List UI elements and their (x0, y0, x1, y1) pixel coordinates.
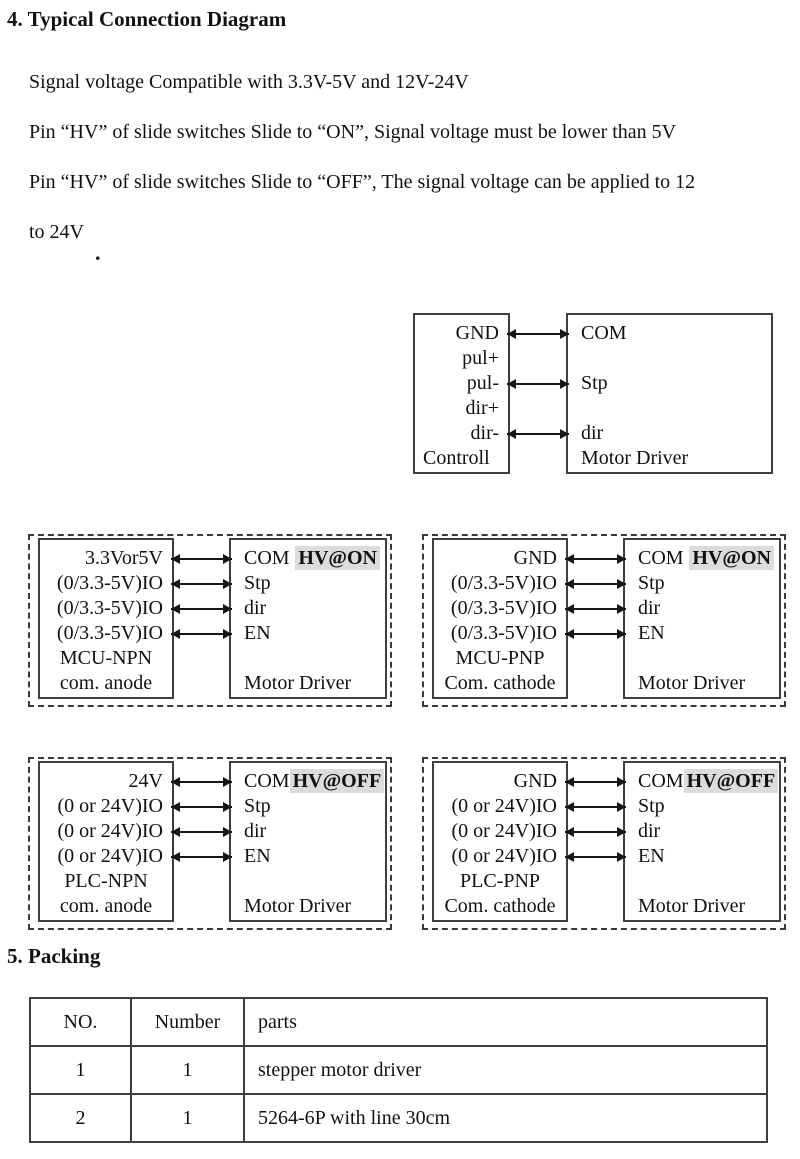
bidirectional-arrow-icon (565, 583, 626, 585)
bidirectional-arrow-icon (171, 781, 232, 783)
table-cell-no: 1 (30, 1046, 131, 1094)
pin-label: dir (244, 597, 267, 619)
pin-label: (0/3.3-5V)IO (450, 597, 557, 619)
plc-pnp-box (432, 761, 568, 922)
wire-row (174, 596, 229, 621)
bidirectional-arrow-icon (565, 558, 626, 560)
bidirectional-arrow-icon (171, 608, 232, 610)
pin-label: COM (244, 770, 290, 792)
pin-label: (0 or 24V)IO (57, 820, 163, 842)
bidirectional-arrow-icon (171, 856, 232, 858)
bidirectional-arrow-icon (171, 558, 232, 560)
pin-label: dir+ (465, 397, 499, 419)
pin-label: (0 or 24V)IO (451, 845, 557, 867)
diagram-plc-npn (28, 757, 392, 930)
wire-row (174, 844, 229, 869)
pin-label: dir (638, 597, 661, 619)
packing-table (29, 997, 768, 1143)
diagram-mcu-npn (28, 534, 392, 707)
bidirectional-arrow-icon (565, 856, 626, 858)
pin-label: 24V (128, 770, 163, 792)
spacer-row (174, 671, 229, 696)
pin-label: EN (638, 845, 665, 867)
pin-label: COM (638, 547, 684, 569)
wire-row (568, 844, 623, 869)
motor-driver-box (566, 313, 773, 474)
wire-row (568, 571, 623, 596)
wire-row (174, 769, 229, 794)
plc-npn-box (38, 761, 174, 922)
section-5-heading: 5. Packing (7, 944, 101, 968)
motor-driver-box (623, 538, 781, 699)
stray-period: . (95, 240, 101, 265)
pin-label: COM (581, 322, 627, 344)
spacer-row (568, 646, 623, 671)
header-cell-parts: parts (244, 998, 767, 1046)
bidirectional-arrow-icon (171, 831, 232, 833)
wire-column (174, 538, 229, 699)
wire-row (510, 421, 566, 446)
pin-label: dir (638, 820, 661, 842)
pin-label: (0/3.3-5V)IO (56, 622, 163, 644)
spacer-row (510, 346, 566, 371)
spacer-row (568, 894, 623, 919)
motor-driver-box (229, 538, 387, 699)
diagram-controller (413, 313, 773, 474)
wire-column (510, 313, 566, 474)
device-name: MCU-PNP (455, 647, 545, 669)
bidirectional-arrow-icon (565, 633, 626, 635)
bidirectional-arrow-icon (171, 633, 232, 635)
device-name: Motor Driver (244, 895, 352, 917)
pin-label: (0/3.3-5V)IO (450, 572, 557, 594)
diagram-plc-pnp (422, 757, 786, 930)
table-cell-parts: 5264-6P with line 30cm (244, 1094, 767, 1142)
pin-label: GND (513, 770, 557, 792)
intro-paragraphs (29, 57, 695, 257)
pin-label: Stp (638, 795, 665, 817)
pin-label: (0 or 24V)IO (451, 820, 557, 842)
spacer-row (568, 346, 771, 371)
table-cell-number: 1 (131, 1094, 244, 1142)
wire-row (568, 596, 623, 621)
spacer-row (174, 646, 229, 671)
pin-label: EN (244, 845, 271, 867)
spacer-row (568, 869, 623, 894)
section-4-heading: 4. Typical Connection Diagram (7, 7, 287, 31)
diagram-mcu-pnp (422, 534, 786, 707)
spacer-row (510, 396, 566, 421)
table-cell-parts: stepper motor driver (244, 1046, 767, 1094)
intro-line-1: Signal voltage Compatible with 3.3V-5V and 12V-24V (29, 71, 469, 93)
mcu-npn-box (38, 538, 174, 699)
pin-row (625, 769, 779, 794)
intro-line-2: Pin “HV” of slide switches Slide to “ON”, Signal voltage must be lower than 5V (29, 121, 677, 143)
wire-row (174, 546, 229, 571)
intro-line-3: Pin “HV” of slide switches Slide to “OFF”, The signal voltage can be applied to 12 (29, 171, 696, 193)
pin-label: (0 or 24V)IO (57, 795, 163, 817)
spacer-row (174, 869, 229, 894)
pin-label: COM (638, 770, 684, 792)
table-row (30, 1046, 767, 1094)
bidirectional-arrow-icon (507, 333, 569, 335)
pin-label: Stp (581, 372, 608, 394)
wire-column (174, 761, 229, 922)
pin-label: Stp (244, 572, 271, 594)
hv-mode-badge: HV@ON (295, 546, 380, 570)
pin-label: (0/3.3-5V)IO (450, 622, 557, 644)
wire-row (568, 794, 623, 819)
pin-label: dir (244, 820, 267, 842)
spacer-row (231, 869, 385, 894)
mcu-pnp-box (432, 538, 568, 699)
pin-label: pul- (466, 372, 499, 394)
wire-row (568, 769, 623, 794)
table-row (30, 1094, 767, 1142)
header-cell-no: NO. (30, 998, 131, 1046)
device-name: Motor Driver (244, 672, 352, 694)
pin-label: (0 or 24V)IO (451, 795, 557, 817)
table-cell-number: 1 (131, 1046, 244, 1094)
spacer-row (568, 396, 771, 421)
wire-row (174, 571, 229, 596)
wire-row (174, 794, 229, 819)
device-name: Com. cathode (444, 895, 556, 917)
bidirectional-arrow-icon (171, 583, 232, 585)
pin-label: Stp (244, 795, 271, 817)
controller-box (413, 313, 510, 474)
pin-label: Stp (638, 572, 665, 594)
pin-label: COM (244, 547, 290, 569)
header-cell-number: Number (131, 998, 244, 1046)
pin-row (231, 546, 385, 571)
wire-row (568, 621, 623, 646)
bidirectional-arrow-icon (171, 806, 232, 808)
pin-label: dir (581, 422, 604, 444)
table-header-row (30, 998, 767, 1046)
pin-row (625, 546, 779, 571)
spacer-row (510, 446, 566, 471)
spacer-row (625, 646, 779, 671)
bidirectional-arrow-icon (565, 806, 626, 808)
motor-driver-box (229, 761, 387, 922)
pin-row (231, 769, 385, 794)
table-cell-no: 2 (30, 1094, 131, 1142)
bidirectional-arrow-icon (507, 433, 569, 435)
bidirectional-arrow-icon (507, 383, 569, 385)
wire-row (568, 819, 623, 844)
device-name: Motor Driver (638, 895, 746, 917)
wire-row (510, 371, 566, 396)
pin-label: pul+ (462, 347, 499, 369)
wire-row (174, 621, 229, 646)
hv-mode-badge: HV@OFF (684, 769, 779, 793)
motor-driver-box (623, 761, 781, 922)
device-name: MCU-NPN (59, 647, 153, 669)
device-name: PLC-PNP (459, 870, 541, 892)
pin-label: (0 or 24V)IO (57, 845, 163, 867)
device-name: PLC-NPN (64, 870, 148, 892)
device-name: com. anode (59, 672, 153, 694)
intro-line-4: to 24V (29, 221, 84, 243)
pin-label: EN (638, 622, 665, 644)
pin-label: (0/3.3-5V)IO (56, 572, 163, 594)
wire-column (568, 538, 623, 699)
hv-mode-badge: HV@ON (689, 546, 774, 570)
spacer-row (625, 869, 779, 894)
pin-label: GND (513, 547, 557, 569)
spacer-row (174, 894, 229, 919)
bidirectional-arrow-icon (565, 608, 626, 610)
wire-row (568, 546, 623, 571)
pin-label: EN (244, 622, 271, 644)
device-name: Controll (423, 447, 490, 469)
device-name: com. anode (59, 895, 153, 917)
device-name: Com. cathode (444, 672, 556, 694)
pin-label: GND (455, 322, 499, 344)
pin-label: (0/3.3-5V)IO (56, 597, 163, 619)
bidirectional-arrow-icon (565, 831, 626, 833)
device-name: Motor Driver (581, 447, 689, 469)
pin-label: 3.3Vor5V (85, 547, 163, 569)
spacer-row (568, 671, 623, 696)
wire-column (568, 761, 623, 922)
device-name: Motor Driver (638, 672, 746, 694)
wire-row (510, 321, 566, 346)
wire-row (174, 819, 229, 844)
spacer-row (231, 646, 385, 671)
hv-mode-badge: HV@OFF (290, 769, 385, 793)
bidirectional-arrow-icon (565, 781, 626, 783)
pin-label: dir- (470, 422, 499, 444)
